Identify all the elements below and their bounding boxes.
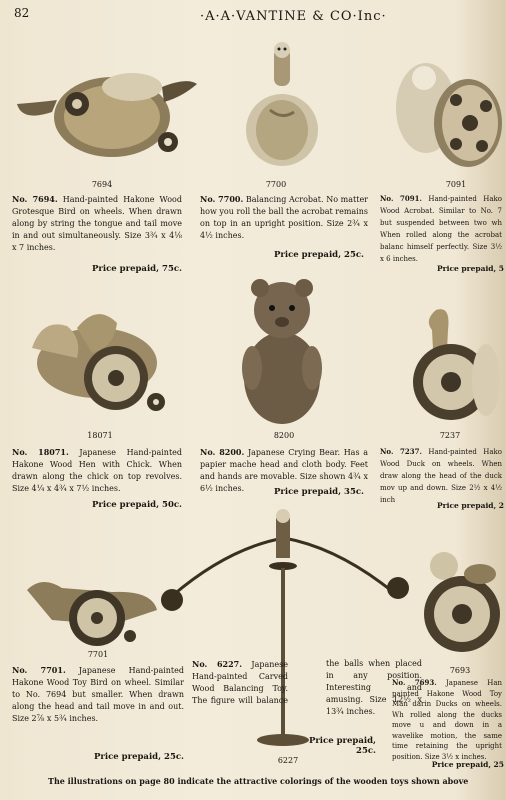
item-caption-7091 bbox=[380, 193, 502, 265]
item-number-7694: 7694 bbox=[91, 180, 113, 189]
item-price-7091: Price prepaid, 5 bbox=[437, 264, 504, 273]
item-caption-7693 bbox=[392, 678, 502, 762]
item-caption-6227 bbox=[192, 658, 422, 742]
item-number-7091: 7091 bbox=[445, 180, 467, 189]
caption-text: Japanese Han painted Hakone Wood Toy Man darin Ducks on wheels. Wh rolled along the ducks move u and down in a wavelike motion, the same time retaining the upright position. Size 3½ x inches. bbox=[392, 679, 502, 761]
grotesque-bird-toy-image bbox=[12, 42, 202, 172]
caption-no: No. 7694. bbox=[12, 194, 58, 204]
item-price-8200: Price prepaid, 35c. bbox=[274, 487, 364, 497]
hen-with-chick-toy-image bbox=[22, 298, 182, 423]
item-price-7237: Price prepaid, 2 bbox=[437, 501, 504, 510]
item-price-18071: Price prepaid, 50c. bbox=[92, 500, 182, 510]
page-number: 82 bbox=[14, 6, 30, 20]
caption-no: No. 7091. bbox=[380, 194, 422, 203]
caption-text: Japanese Hand-painted Hakone Wood Hen with Chick. When drawn along the chick on top revolves. Size 4¼ x 4¾ x 7½ inches. bbox=[12, 448, 183, 493]
mandarin-ducks-toy-image bbox=[420, 544, 506, 664]
caption-no: No. 7701. bbox=[12, 665, 66, 675]
caption-text: Hand-painted Hakone Wood Grotesque Bird on wheels. When drawn along by string the tongue and tail move in and out simultaneously. Size 3¾ x 4⅛ x 7 inches. bbox=[12, 195, 182, 252]
item-price-7693: Price prepaid, 25 bbox=[431, 760, 504, 769]
page-footer-note: The illustrations on page 80 indicate the attractive colorings of the wooden toys shown above bbox=[48, 776, 469, 786]
caption-no: No. 6227. bbox=[192, 659, 242, 669]
item-caption-7694 bbox=[12, 193, 182, 254]
item-caption-7237 bbox=[380, 446, 502, 504]
item-number-6227: 6227 bbox=[277, 756, 299, 765]
caption-text: Balancing Acrobat. No matter how you roll the ball the acrobat remains on top in an upright position. Size 2¾ x 4½ inches. bbox=[200, 195, 369, 240]
item-price-7694: Price prepaid, 75c. bbox=[92, 264, 182, 274]
acrobat-wheel-toy-image bbox=[396, 48, 506, 173]
toy-bird-wheel-image bbox=[22, 570, 162, 650]
item-number-7237: 7237 bbox=[439, 431, 461, 440]
caption-no: No. 7693. bbox=[392, 678, 437, 687]
item-caption-18071 bbox=[12, 446, 182, 495]
item-price-6227: Price prepaid, 25c. bbox=[308, 736, 376, 756]
caption-no: No. 8200. bbox=[200, 447, 245, 457]
caption-text: Hand-painted Hako Wood Duck on wheels. When draw along the head of the duck mov up and down. Size 2½ x 4½ inch bbox=[380, 448, 502, 504]
item-number-7700: 7700 bbox=[265, 180, 287, 189]
balancing-acrobat-image bbox=[240, 40, 330, 170]
item-number-7701: 7701 bbox=[87, 650, 109, 659]
item-number-8200: 8200 bbox=[273, 431, 295, 440]
item-caption-7700 bbox=[200, 193, 368, 242]
item-number-7693: 7693 bbox=[449, 666, 471, 675]
item-price-7700: Price prepaid, 25c. bbox=[274, 250, 364, 260]
duck-wheel-toy-image bbox=[406, 300, 504, 430]
item-caption-7701 bbox=[12, 664, 184, 725]
item-price-7701: Price prepaid, 25c. bbox=[94, 752, 184, 762]
caption-no: No. 18071. bbox=[12, 447, 69, 457]
item-number-18071: 18071 bbox=[87, 431, 113, 440]
page-header-title: ·A·A·VANTINE & CO·Inc· bbox=[200, 9, 387, 24]
caption-text: Japanese Crying Bear. Has a papier mache head and cloth body. Feet and hands are movable. Size shown 4¾ x 6½ inches. bbox=[200, 448, 368, 493]
caption-no: No. 7237. bbox=[380, 447, 422, 456]
crying-bear-image bbox=[232, 278, 332, 428]
caption-text: Japanese Hand-painted Hakone Wood Toy Bird on wheel. Similar to No. 7694 but smaller. When drawn along the head and tail move in and out. Size 2⅞ x 5¾ inches. bbox=[12, 666, 184, 723]
caption-no: No. 7700. bbox=[200, 194, 244, 204]
caption-text: Japanese Hand-painted Carved Wood Balancing Toy. The figure will balance the balls when placed in any position. Interesting and amusing. Size 12½ x 13¾ inches. bbox=[192, 659, 422, 716]
caption-text: Hand-painted Hako Wood Acrobat. Similar to No. 7 but suspended between two wh When rolled along the acrobat balanc himself perfectly. Size 3½ x 6 inches. bbox=[380, 195, 502, 263]
